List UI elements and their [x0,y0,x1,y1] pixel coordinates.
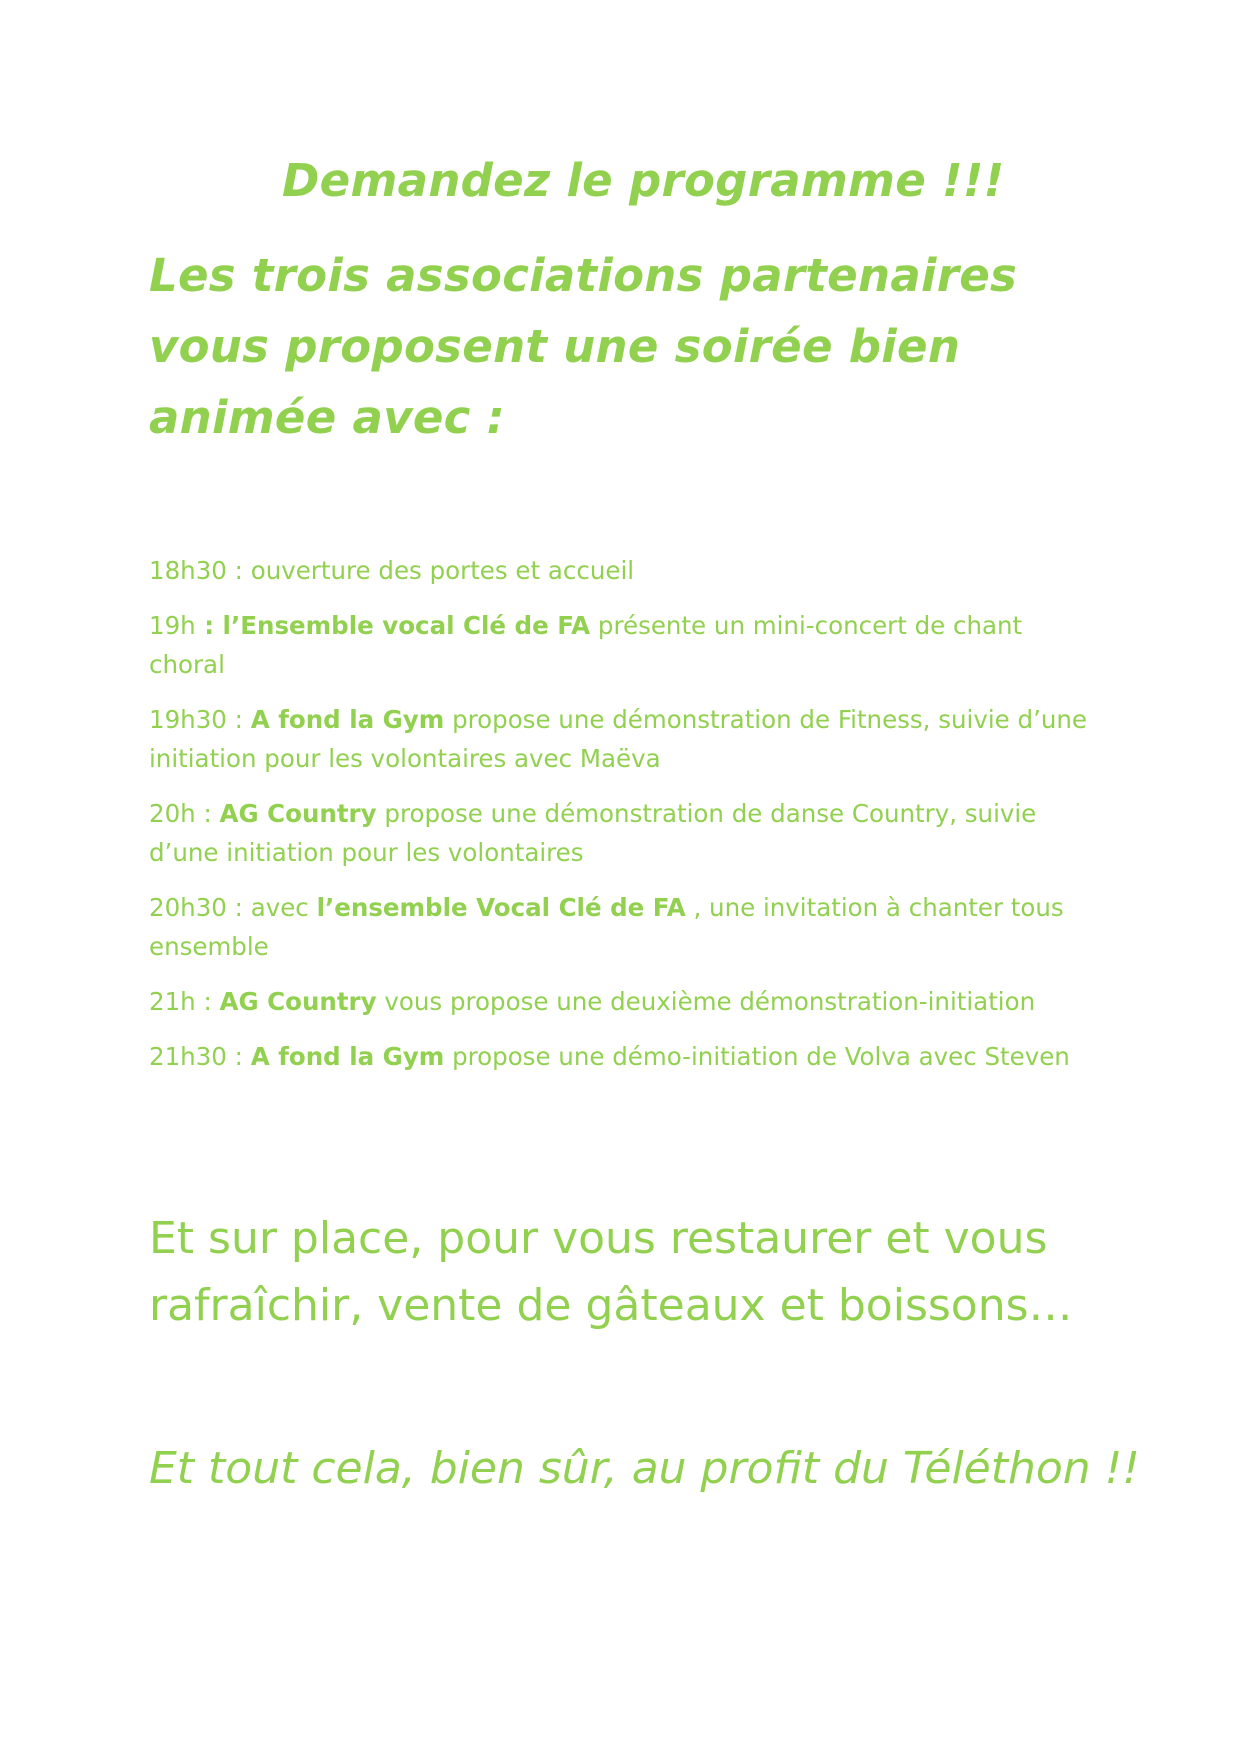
schedule-time: 20h30 : avec [149,893,317,922]
schedule-description: propose une démo-initiation de Volva avec Steven [444,1042,1070,1071]
schedule-description: , une invitation à chanter tous ensemble [149,893,1064,961]
schedule-item [149,1037,1099,1076]
schedule-item [149,888,1099,966]
schedule-performer: A fond la Gym [250,1042,445,1071]
schedule-performer: : l’Ensemble vocal Clé de FA [195,611,591,640]
closing-note: Et tout cela, bien sûr, au profit du Téléthon !! [149,1443,1140,1494]
page-title: Demandez le programme !!! [282,154,1005,207]
intro-heading: Les trois associations partenaires vous proposent une soirée bien animée avec : [149,249,1018,444]
schedule-item [149,551,1099,590]
schedule-item [149,606,1099,684]
schedule-description: propose une démonstration de Fitness, suivie d’une initiation pour les volontaires avec Maëva [149,705,1087,773]
schedule-time: 18h30 : [149,556,243,585]
schedule-time: 19h30 : [149,705,251,734]
schedule-time: 21h30 : [149,1042,251,1071]
schedule-time: 21h : [149,987,220,1016]
schedule-description: présente un mini-concert de chant choral [149,611,1023,679]
schedule-performer: A fond la Gym [250,705,445,734]
schedule-time: 20h : [149,799,220,828]
schedule-description: ouverture des portes et accueil [242,556,635,585]
schedule-list [149,551,1099,1092]
schedule-item [149,700,1099,778]
schedule-description: propose une démonstration de danse Country, suivie d’une initiation pour les volontaires [149,799,1037,867]
schedule-item [149,794,1099,872]
schedule-performer: l’ensemble Vocal Clé de FA [316,893,686,922]
refreshments-note: Et sur place, pour vous restaurer et vous rafraîchir, vente de gâteaux et boissons… [149,1213,1073,1331]
schedule-performer: AG Country [219,987,377,1016]
schedule-time: 19h [149,611,196,640]
schedule-performer: AG Country [219,799,377,828]
schedule-description: vous propose une deuxième démonstration-initiation [376,987,1036,1016]
schedule-item [149,982,1099,1021]
